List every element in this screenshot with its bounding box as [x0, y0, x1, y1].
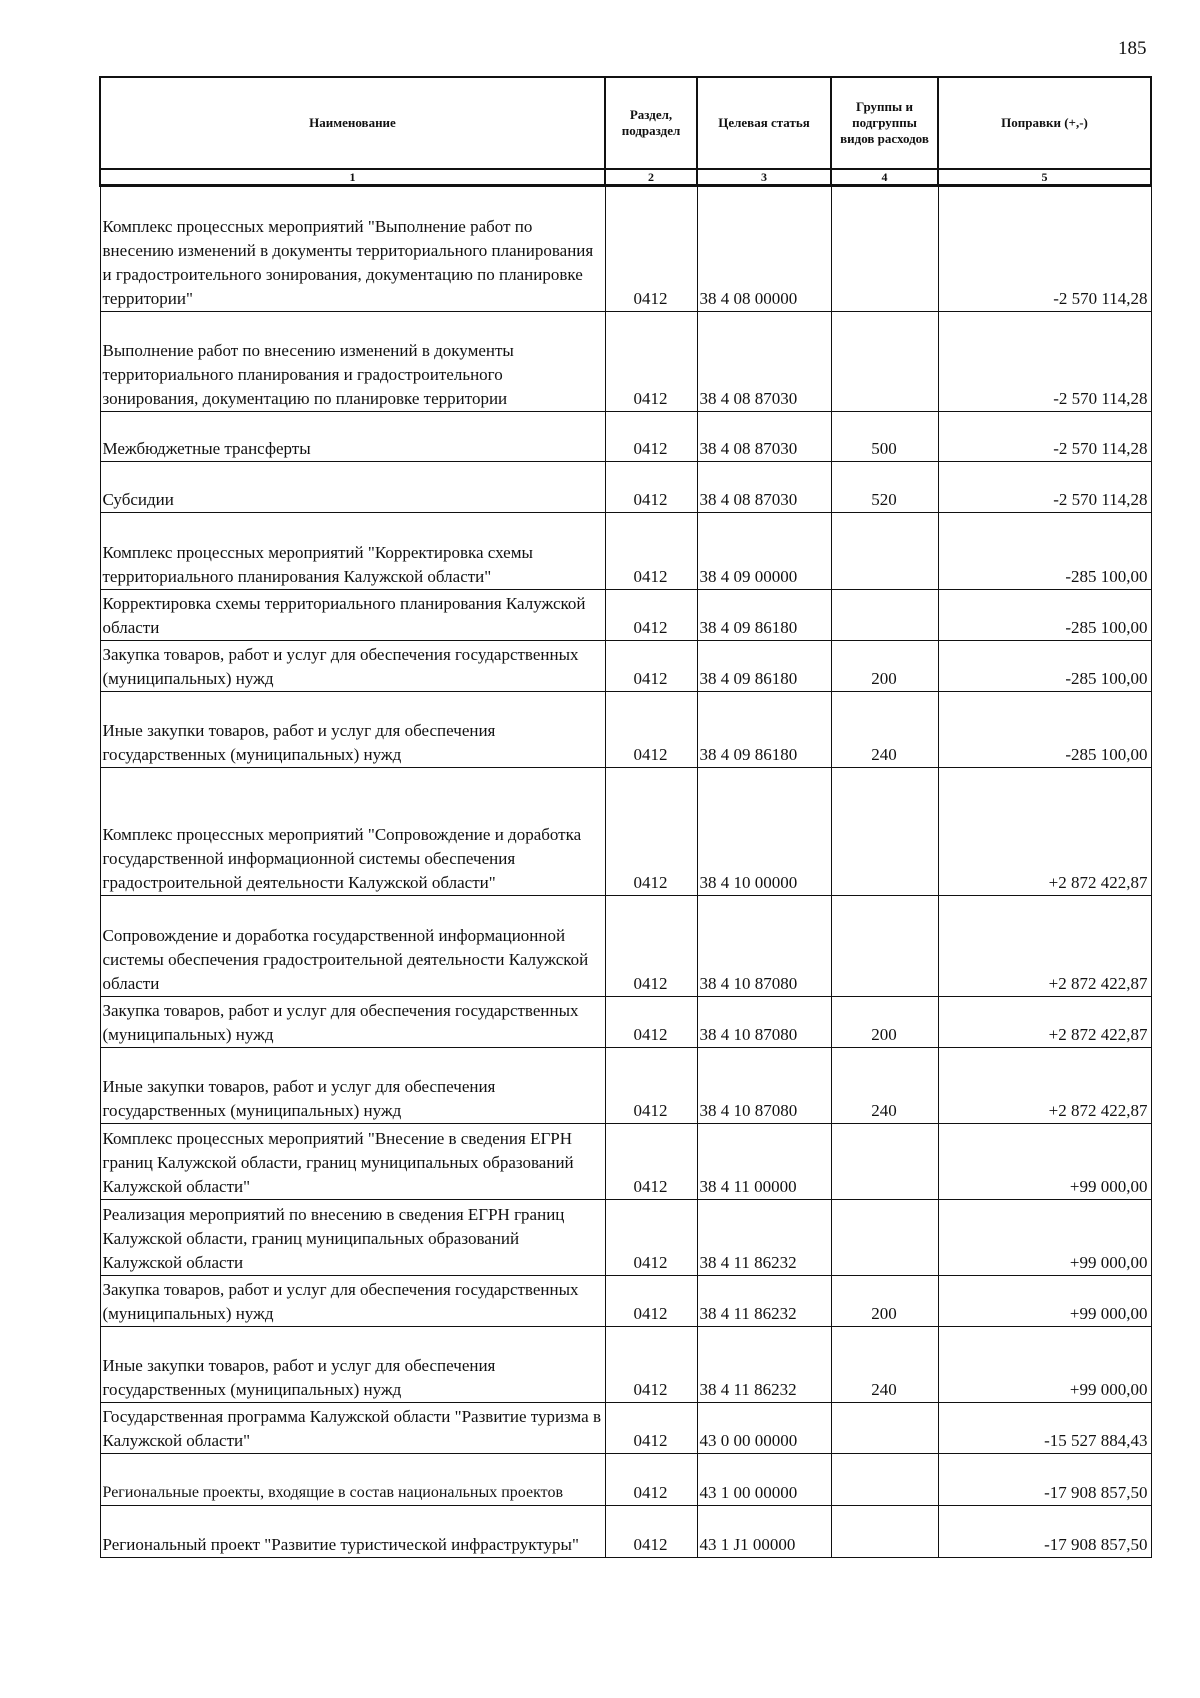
column-number: 3	[697, 169, 831, 186]
row-expense-type: 200	[831, 641, 938, 692]
row-amount: -2 570 114,28	[938, 312, 1151, 412]
row-target: 43 0 00 00000	[697, 1403, 831, 1454]
row-target: 38 4 10 00000	[697, 768, 831, 896]
row-name: Комплекс процессных мероприятий "Корректировка схемы территориального планирования Калужской области"	[100, 513, 605, 590]
column-number: 2	[605, 169, 697, 186]
row-name: Региональный проект "Развитие туристической инфраструктуры"	[100, 1506, 605, 1558]
row-section: 0412	[605, 997, 697, 1048]
row-name: Сопровождение и доработка государственной информационной системы обеспечения градостроительной деятельности Калужской области	[100, 896, 605, 997]
row-name: Комплекс процессных мероприятий "Сопровождение и доработка государственной информационной системы обеспечения градостроительной деятельности Калужской области"	[100, 768, 605, 896]
row-name: Иные закупки товаров, работ и услуг для обеспечения государственных (муниципальных) нужд	[100, 1327, 605, 1403]
row-target: 38 4 08 87030	[697, 312, 831, 412]
row-section: 0412	[605, 1200, 697, 1276]
row-expense-type	[831, 768, 938, 896]
row-expense-type	[831, 312, 938, 412]
row-amount: +99 000,00	[938, 1276, 1151, 1327]
table-row	[100, 641, 1151, 692]
row-amount: +99 000,00	[938, 1200, 1151, 1276]
row-amount: +2 872 422,87	[938, 1048, 1151, 1124]
table-row	[100, 896, 1151, 997]
row-section: 0412	[605, 412, 697, 462]
row-name: Государственная программа Калужской области "Развитие туризма в Калужской области"	[100, 1403, 605, 1454]
table-row	[100, 1506, 1151, 1558]
table-row	[100, 513, 1151, 590]
header-amendments: Поправки (+,-)	[938, 77, 1151, 169]
table-row	[100, 312, 1151, 412]
table-row	[100, 1200, 1151, 1276]
row-target: 43 1 J1 00000	[697, 1506, 831, 1558]
row-expense-type: 200	[831, 1276, 938, 1327]
row-target: 38 4 09 00000	[697, 513, 831, 590]
row-target: 38 4 10 87080	[697, 1048, 831, 1124]
row-target: 38 4 08 87030	[697, 412, 831, 462]
row-amount: +2 872 422,87	[938, 896, 1151, 997]
column-number: 4	[831, 169, 938, 186]
row-expense-type	[831, 896, 938, 997]
row-section: 0412	[605, 462, 697, 513]
table-row	[100, 1124, 1151, 1200]
row-amount: -285 100,00	[938, 590, 1151, 641]
row-target: 38 4 09 86180	[697, 641, 831, 692]
row-expense-type: 200	[831, 997, 938, 1048]
row-target: 38 4 11 00000	[697, 1124, 831, 1200]
row-name: Комплекс процессных мероприятий "Выполнение работ по внесению изменений в документы территориального планирования и градостроительного зонирования, документацию по планировке территории"	[100, 186, 605, 312]
header-name: Наименование	[100, 77, 605, 169]
row-amount: +2 872 422,87	[938, 997, 1151, 1048]
row-amount: -17 908 857,50	[938, 1506, 1151, 1558]
header-groups: Группы и подгруппы видов расходов	[831, 77, 938, 169]
row-expense-type: 500	[831, 412, 938, 462]
row-expense-type	[831, 1454, 938, 1506]
row-target: 38 4 09 86180	[697, 692, 831, 768]
table-row	[100, 1454, 1151, 1506]
row-name: Корректировка схемы территориального планирования Калужской области	[100, 590, 605, 641]
table-row	[100, 1276, 1151, 1327]
row-amount: -285 100,00	[938, 641, 1151, 692]
row-name: Комплекс процессных мероприятий "Внесение в сведения ЕГРН границ Калужской области, границ муниципальных образований Калужской области"	[100, 1124, 605, 1200]
row-target: 38 4 11 86232	[697, 1276, 831, 1327]
row-name: Субсидии	[100, 462, 605, 513]
row-section: 0412	[605, 312, 697, 412]
row-section: 0412	[605, 692, 697, 768]
row-name: Межбюджетные трансферты	[100, 412, 605, 462]
header-section: Раздел, подраздел	[605, 77, 697, 169]
table-row	[100, 412, 1151, 462]
row-target: 38 4 09 86180	[697, 590, 831, 641]
row-expense-type	[831, 1124, 938, 1200]
row-section: 0412	[605, 768, 697, 896]
row-section: 0412	[605, 590, 697, 641]
row-name: Закупка товаров, работ и услуг для обеспечения государственных (муниципальных) нужд	[100, 997, 605, 1048]
table-header-row	[100, 77, 1151, 169]
row-expense-type	[831, 186, 938, 312]
row-section: 0412	[605, 186, 697, 312]
row-section: 0412	[605, 1327, 697, 1403]
row-section: 0412	[605, 1048, 697, 1124]
column-number: 5	[938, 169, 1151, 186]
row-section: 0412	[605, 1276, 697, 1327]
row-target: 38 4 11 86232	[697, 1327, 831, 1403]
table-row	[100, 462, 1151, 513]
row-name: Выполнение работ по внесению изменений в документы территориального планирования и градостроительного зонирования, документацию по планировке территории	[100, 312, 605, 412]
row-expense-type: 240	[831, 1327, 938, 1403]
row-section: 0412	[605, 1124, 697, 1200]
header-target: Целевая статья	[697, 77, 831, 169]
row-name: Иные закупки товаров, работ и услуг для обеспечения государственных (муниципальных) нужд	[100, 1048, 605, 1124]
row-target: 38 4 10 87080	[697, 896, 831, 997]
row-amount: -2 570 114,28	[938, 186, 1151, 312]
budget-amendments-table	[99, 76, 1152, 1558]
row-amount: -2 570 114,28	[938, 412, 1151, 462]
row-section: 0412	[605, 1506, 697, 1558]
table-row	[100, 1327, 1151, 1403]
table-row	[100, 692, 1151, 768]
row-target: 38 4 10 87080	[697, 997, 831, 1048]
row-amount: -2 570 114,28	[938, 462, 1151, 513]
table-row	[100, 997, 1151, 1048]
row-expense-type: 240	[831, 692, 938, 768]
row-section: 0412	[605, 513, 697, 590]
row-expense-type	[831, 1403, 938, 1454]
row-expense-type	[831, 1200, 938, 1276]
table-row	[100, 590, 1151, 641]
row-amount: -15 527 884,43	[938, 1403, 1151, 1454]
row-expense-type	[831, 590, 938, 641]
row-expense-type	[831, 1506, 938, 1558]
row-section: 0412	[605, 641, 697, 692]
row-name: Иные закупки товаров, работ и услуг для обеспечения государственных (муниципальных) нужд	[100, 692, 605, 768]
column-number-row	[100, 169, 1151, 186]
row-amount: +99 000,00	[938, 1124, 1151, 1200]
table-row	[100, 186, 1151, 312]
row-name: Реализация мероприятий по внесению в сведения ЕГРН границ Калужской области, границ муниципальных образований Калужской области	[100, 1200, 605, 1276]
row-target: 43 1 00 00000	[697, 1454, 831, 1506]
row-expense-type: 520	[831, 462, 938, 513]
row-section: 0412	[605, 1454, 697, 1506]
row-amount: +99 000,00	[938, 1327, 1151, 1403]
row-amount: +2 872 422,87	[938, 768, 1151, 896]
table-row	[100, 1048, 1151, 1124]
row-section: 0412	[605, 896, 697, 997]
table-row	[100, 1403, 1151, 1454]
row-amount: -17 908 857,50	[938, 1454, 1151, 1506]
row-amount: -285 100,00	[938, 692, 1151, 768]
row-name: Закупка товаров, работ и услуг для обеспечения государственных (муниципальных) нужд	[100, 1276, 605, 1327]
page-number: 185	[1118, 38, 1147, 59]
table-row	[100, 768, 1151, 896]
column-number: 1	[100, 169, 605, 186]
row-target: 38 4 08 87030	[697, 462, 831, 513]
row-target: 38 4 08 00000	[697, 186, 831, 312]
row-expense-type: 240	[831, 1048, 938, 1124]
row-name: Закупка товаров, работ и услуг для обеспечения государственных (муниципальных) нужд	[100, 641, 605, 692]
row-section: 0412	[605, 1403, 697, 1454]
row-name: Региональные проекты, входящие в состав национальных проектов	[100, 1454, 605, 1506]
row-amount: -285 100,00	[938, 513, 1151, 590]
row-target: 38 4 11 86232	[697, 1200, 831, 1276]
row-expense-type	[831, 513, 938, 590]
